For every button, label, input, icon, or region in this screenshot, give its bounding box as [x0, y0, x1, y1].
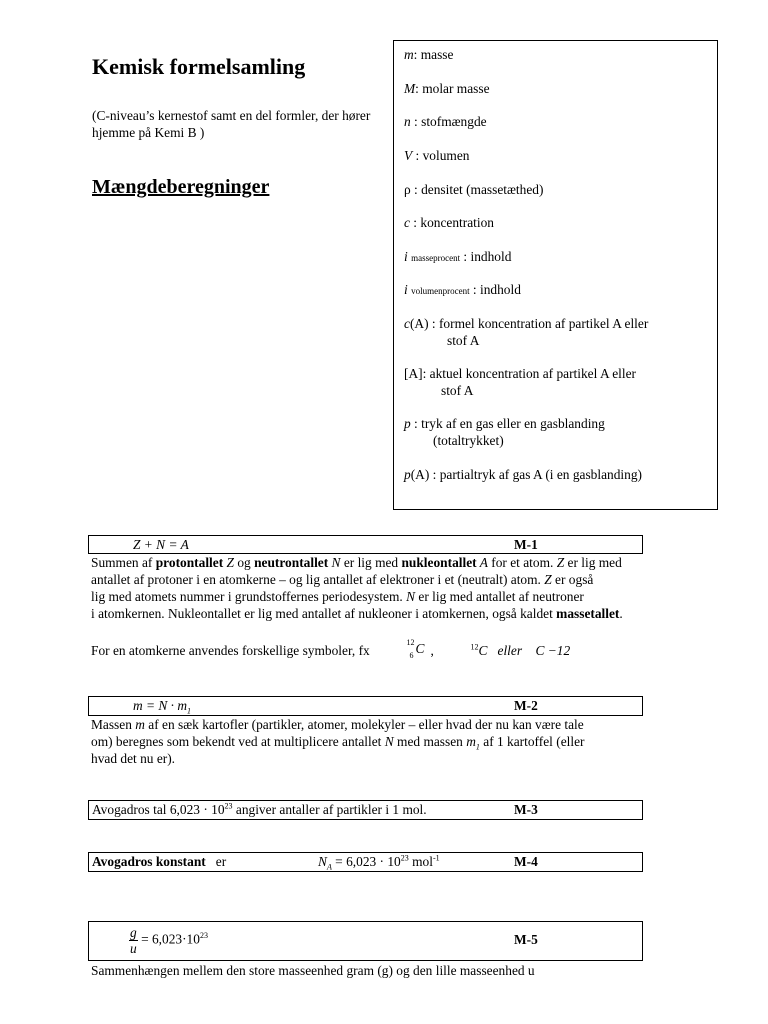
- text: For en atomkerne anvendes forskellige symboler, fx: [91, 643, 370, 658]
- legend-item-partial-pressure: [404, 466, 714, 483]
- symbol: c: [404, 316, 410, 331]
- bold-term: Avogadros konstant: [92, 854, 206, 869]
- legend-item-mass-percent: [404, 248, 714, 267]
- text: = 6,023 · 10: [331, 854, 401, 869]
- denominator: u: [130, 941, 137, 956]
- legend-item-amount: [404, 113, 714, 130]
- subscript: 1: [475, 742, 480, 752]
- symbol: N: [384, 734, 394, 749]
- symbol: p: [404, 467, 411, 482]
- mass-number: 12: [470, 642, 479, 652]
- numerator: g: [130, 925, 137, 940]
- text: Massen: [91, 717, 136, 732]
- subscript: 1: [187, 706, 192, 716]
- formula-code-m1: M-1: [514, 537, 538, 552]
- symbol: i: [404, 282, 408, 297]
- symbol: V: [404, 148, 413, 163]
- symbol: Z: [544, 572, 552, 587]
- symbol: N: [328, 555, 341, 570]
- unit: mol: [408, 854, 433, 869]
- formula-m2: [133, 698, 191, 714]
- text: = 6,023·10: [141, 931, 200, 947]
- document-title: Kemisk formelsamling: [92, 54, 306, 79]
- formula-code-m5: M-5: [514, 932, 538, 947]
- symbol: M: [404, 81, 416, 96]
- formula-text: m = N · m: [133, 698, 188, 713]
- exponent: 23: [199, 931, 208, 941]
- text: er lig med: [564, 555, 622, 570]
- symbol: p: [404, 416, 411, 431]
- text: lig med atomets nummer i grundstoffernes periodesystem.: [91, 589, 407, 604]
- subtitle: (C-niveau’s kernestof samt en del formler, der hører hjemme på Kemi B ): [92, 108, 371, 140]
- legend-text: (A) : partialtryk af gas A (i en gasblanding): [410, 467, 642, 482]
- legend-text-continued: stof A: [447, 333, 480, 348]
- bold-term: neutrontallet: [254, 555, 329, 570]
- text: og: [233, 555, 255, 570]
- formula-box-m2: [88, 696, 643, 716]
- text: af 1 kartoffel (eller: [479, 734, 585, 749]
- formula-box-m5: [88, 921, 643, 961]
- symbol: A: [476, 555, 488, 570]
- legend-text: : masse: [413, 47, 454, 62]
- formula-m4: [318, 854, 440, 870]
- formula-code-m2: M-2: [514, 698, 538, 713]
- caption-m5: Sammenhængen mellem den store masseenhed gram (g) og den lille masseenhed u: [91, 963, 535, 978]
- bold-term: nukleontallet: [401, 555, 477, 570]
- symbol: n: [404, 114, 411, 129]
- formula-m5: [129, 925, 208, 956]
- legend-text: : densitet (massetæthed): [410, 182, 544, 197]
- text-line: [91, 605, 721, 622]
- symbol: i: [404, 249, 408, 264]
- element-symbol: C: [478, 643, 488, 658]
- atomic-number: 6: [409, 651, 414, 660]
- symbol: m: [466, 734, 476, 749]
- exponent: -1: [432, 853, 440, 863]
- subscript: A: [326, 862, 332, 872]
- symbol: Z: [556, 555, 565, 570]
- symbol: m: [135, 717, 145, 732]
- formula-box-m1: [88, 535, 643, 554]
- exponent: 23: [224, 801, 233, 811]
- legend-item-density: [404, 181, 714, 198]
- text: eller: [497, 643, 523, 658]
- exponent: 23: [400, 853, 409, 863]
- text: angiver antaller af partikler i 1 mol.: [232, 802, 427, 817]
- legend-item-mass: [404, 46, 714, 63]
- text: er også: [551, 572, 594, 587]
- formula-m1: Z + N = A: [133, 537, 189, 552]
- avogadro-number-text: [92, 802, 427, 818]
- legend-item-concentration: [404, 214, 714, 231]
- subscript: volumenprocent: [411, 286, 470, 296]
- formula-box-m3: [88, 800, 643, 820]
- legend-text: : molar masse: [415, 81, 490, 96]
- legend-text: : tryk af en gas eller en gasblanding: [410, 416, 605, 431]
- legend-text-continued: (totaltrykket): [433, 433, 504, 448]
- avogadro-constant-label: [92, 854, 226, 870]
- text: af en sæk kartofler (partikler, atomer, molekyler – eller hvad der nu kan være tale: [144, 717, 584, 732]
- paragraph-m2: [91, 716, 721, 767]
- text-line: [91, 554, 721, 571]
- text: .: [619, 606, 623, 621]
- formula-code-m4: M-4: [514, 854, 538, 869]
- symbol: ρ: [404, 182, 411, 197]
- section-heading: Mængdeberegninger: [92, 176, 270, 198]
- subscript: masseprocent: [411, 253, 461, 263]
- text: antallet af protoner i en atomkerne – og lig antallet af elektroner i et (neutralt) atom.: [91, 572, 545, 587]
- legend-item-actual-concentration: [404, 365, 714, 399]
- symbol: c: [404, 215, 410, 230]
- text: hvad det nu er).: [91, 751, 176, 766]
- legend-text-continued: stof A: [441, 383, 474, 398]
- legend-text: : stofmængde: [410, 114, 487, 129]
- text: Summen af: [91, 555, 156, 570]
- legend-text: [A]: aktuel koncentration af partikel A eller: [404, 366, 637, 381]
- formula-code-m3: M-3: [514, 802, 538, 817]
- text: ,: [430, 643, 434, 658]
- text: om) beregnes som bekendt ved at multiplicere antallet: [91, 734, 385, 749]
- legend-item-volume: [404, 147, 714, 164]
- text: med massen: [393, 734, 467, 749]
- text: i atomkernen. Nukleontallet er lig med antallet af nukleoner i atomkernen, også kaldet: [91, 606, 557, 621]
- text: er lig med antallet af neutroner: [415, 589, 584, 604]
- carbon-12-notation: C −12: [535, 643, 571, 658]
- text-line: [91, 750, 721, 767]
- legend-text: : indhold: [460, 249, 512, 264]
- formula-box-m4: [88, 852, 643, 872]
- legend-text: : volumen: [412, 148, 470, 163]
- symbol: m: [404, 47, 414, 62]
- text: Avogadros tal 6,023 · 10: [92, 802, 225, 817]
- element-symbol: C: [415, 641, 425, 656]
- legend-text: : indhold: [469, 282, 521, 297]
- symbol: N: [318, 854, 327, 869]
- isotope-notation: [406, 640, 430, 658]
- fraction: [129, 925, 138, 956]
- text-line: [91, 716, 721, 733]
- legend-text: (A) : formel koncentration af partikel A eller: [409, 316, 649, 331]
- mass-number: 12: [406, 638, 415, 647]
- symbol: Z: [223, 555, 234, 570]
- legend-item-formal-concentration: [404, 315, 714, 349]
- bold-term: protontallet: [155, 555, 224, 570]
- legend-item-molar-mass: [404, 80, 714, 97]
- symbol: N: [406, 589, 416, 604]
- isotope-symbols-line: [91, 640, 721, 659]
- text: for et atom.: [487, 555, 557, 570]
- symbol-legend-box: [393, 40, 718, 510]
- legend-item-volume-percent: [404, 281, 714, 300]
- text: er: [215, 854, 227, 869]
- legend-item-pressure: [404, 415, 714, 449]
- legend-text: : koncentration: [409, 215, 494, 230]
- text-line: [91, 571, 721, 588]
- text-line: [91, 733, 721, 750]
- bold-term: massetallet: [556, 606, 620, 621]
- text: er lig med: [340, 555, 402, 570]
- paragraph-m1: [91, 554, 721, 622]
- text-line: [91, 588, 721, 605]
